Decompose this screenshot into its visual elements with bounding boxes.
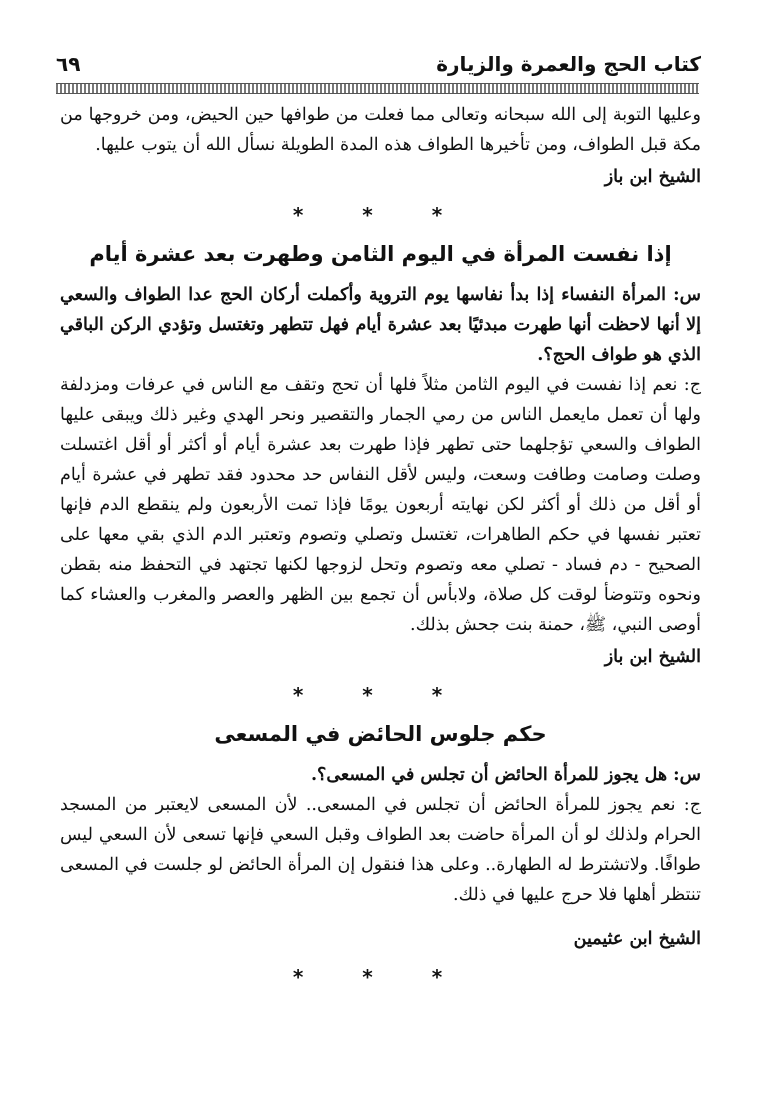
section2-question: س: هل يجوز للمرأة الحائض أن تجلس في المسعى؟.: [310, 765, 701, 785]
section1-answer: ج: نعم إذا نفست في اليوم الثامن مثلاً فلها أن تحج وتقف مع الناس في عرفات ومزدلفة ولها أن تعمل مايعمل الناس من رمي الجمار والتقصير ونحر الهدي وغير ذلك ويبقى عليها الطواف والسعي تؤجلهما حتى تطهر فإذا طهرت بعد عشرة أيام أو أكثر أو أقل اغتسلت وصلت وصامت وطافت وسعت، وليس لأقل النفاس حد محدود فقد تطهر في عشرة أيام أو أقل من ذلك أو أكثر لكن نهايته أربعون يومًا فإذا تمت الأربعون ولم ينقطع الدم فإنها تعتبر نفسها في حكم الطاهرات، تغتسل وتصلي وتصوم وتعتبر الدم الذي بقي معها على الصحيح - دم فساد - تصلي معه وتصوم وتحل لزوجها لكنها تجتهد في التحفظ منه بقطن ونحوه وتتوضأ لوقت كل صلاة، ولابأس أن تجمع بين الظهر والعصر والمغرب والعشاء كما أوصى النبي، ﷺ، حمنة بنت جحش بذلك.: [60, 375, 701, 635]
section1-title: إذا نفست المرأة في اليوم الثامن وطهرت بعد عشرة أيام: [89, 242, 672, 266]
intro-signature: الشيخ ابن باز: [604, 167, 701, 187]
section2-title: حكم جلوس الحائض في المسعى: [214, 722, 547, 746]
page-number: ٦٩: [56, 52, 81, 76]
page-header: [56, 52, 701, 82]
intro-paragraph: وعليها التوبة إلى الله سبحانه وتعالى مما فعلت من طوافها حين الحيض، ومن خروجها من مكة قبل الطواف، ومن تأخيرها الطواف هذه المدة الطويلة نسأل الله أن يتوب عليها.: [60, 105, 701, 155]
section1-signature: الشيخ ابن باز: [604, 647, 701, 667]
section2-signature: الشيخ ابن عثيمين: [573, 929, 701, 949]
section2-answer: ج: نعم يجوز للمرأة الحائض أن تجلس في المسعى.. لأن المسعى لايعتبر من المسجد الحرام ولذلك لو أن المرأة حاضت بعد الطواف وقبل السعي فإنها تسعى لأن السعي ليس طوافًا. ولاتشترط له الطهارة.. وعلى هذا فنقول إن المرأة الحائض لو جلست في المسعى تنتظر أهلها فلا حرج عليها في ذلك.: [60, 795, 701, 905]
separator-stars: * * *: [292, 683, 469, 707]
header-rule: [56, 83, 699, 94]
book-title: كتاب الحج والعمرة والزيارة: [436, 52, 701, 76]
page-content: [60, 100, 701, 998]
separator-stars: * * *: [292, 203, 469, 227]
section1-question: س: المرأة النفساء إذا بدأ نفاسها يوم التروية وأكملت أركان الحج عدا الطواف والسعي إلا أنها لاحظت أنها طهرت مبدئيًا بعد عشرة أيام فهل تتطهر وتغتسل وتؤدي الركن الباقي الذي هو طواف الحج؟.: [60, 285, 701, 365]
separator-stars: * * *: [292, 965, 469, 989]
